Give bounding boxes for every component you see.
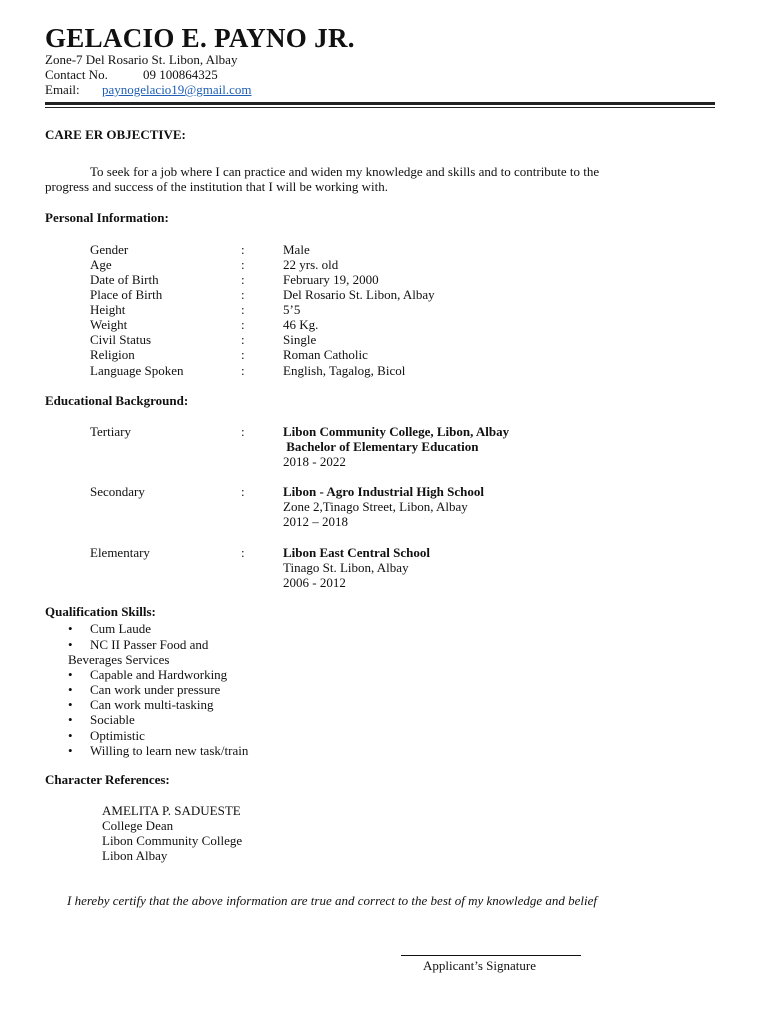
reference-institution: Libon Community College [102, 833, 243, 848]
skills-heading: Qualification Skills: [45, 604, 156, 619]
skill-text: Willing to learn new task/train [90, 743, 249, 758]
address: Zone-7 Del Rosario St. Libon, Albay [45, 52, 238, 67]
reference-address: Libon Albay [102, 848, 168, 863]
education-level: Tertiary [90, 424, 131, 439]
school-detail: Bachelor of Elementary Education [283, 439, 479, 454]
field-label: Date of Birth [90, 272, 159, 287]
bullet-icon: • [68, 667, 73, 682]
signature-line [401, 955, 581, 956]
bullet-icon: • [68, 728, 73, 743]
skill-text: Capable and Hardworking [90, 667, 228, 682]
field-label: Religion [90, 347, 135, 362]
field-value: Del Rosario St. Libon, Albay [283, 287, 435, 302]
objective-line-2: progress and success of the institution that I will be working with. [45, 179, 389, 194]
skill-text: NC II Passer Food and [90, 637, 209, 652]
field-colon: : [241, 332, 245, 347]
applicant-name: GELACIO E. PAYNO JR. [45, 23, 355, 53]
reference-name: AMELITA P. SADUESTE [102, 803, 241, 818]
personal-heading: Personal Information: [45, 210, 169, 225]
skill-text: Can work under pressure [90, 682, 221, 697]
skill-text: Optimistic [90, 728, 145, 743]
signature-label: Applicant’s Signature [423, 958, 537, 973]
field-value: Male [283, 242, 310, 257]
bullet-icon: • [68, 712, 73, 727]
field-colon: : [241, 317, 245, 332]
field-colon: : [241, 424, 245, 439]
school-years: 2006 - 2012 [283, 575, 346, 590]
field-label: Age [90, 257, 112, 272]
skill-text: Cum Laude [90, 621, 152, 636]
field-value: 5’5 [283, 302, 301, 317]
school-years: 2012 – 2018 [283, 514, 348, 529]
objective-line-1: To seek for a job where I can practice and widen my knowledge and skills and to contribute to the [90, 164, 600, 179]
email-label: Email: [45, 82, 80, 97]
field-colon: : [241, 363, 245, 378]
contact-label: Contact No. [45, 67, 108, 82]
school-detail: Zone 2,Tinago Street, Libon, Albay [283, 499, 468, 514]
field-colon: : [241, 347, 245, 362]
field-label: Height [90, 302, 126, 317]
skill-text: Sociable [90, 712, 135, 727]
field-value: 22 yrs. old [283, 257, 339, 272]
field-label: Weight [90, 317, 128, 332]
field-label: Language Spoken [90, 363, 184, 378]
field-value: Single [283, 332, 317, 347]
school-years: 2018 - 2022 [283, 454, 346, 469]
school-detail: Tinago St. Libon, Albay [283, 560, 409, 575]
skill-continuation: Beverages Services [68, 652, 170, 667]
bullet-icon: • [68, 743, 73, 758]
education-level: Elementary [90, 545, 150, 560]
field-colon: : [241, 302, 245, 317]
education-heading: Educational Background: [45, 393, 189, 408]
field-label: Gender [90, 242, 129, 257]
field-colon: : [241, 287, 245, 302]
field-colon: : [241, 257, 245, 272]
field-colon: : [241, 545, 245, 560]
school-name: Libon - Agro Industrial High School [283, 484, 484, 499]
field-value: Roman Catholic [283, 347, 368, 362]
bullet-icon: • [68, 697, 73, 712]
bullet-icon: • [68, 637, 73, 652]
header-divider-thick [45, 102, 715, 105]
field-colon: : [241, 484, 245, 499]
bullet-icon: • [68, 682, 73, 697]
skill-text: Can work multi-tasking [90, 697, 214, 712]
field-value: 46 Kg. [283, 317, 319, 332]
field-colon: : [241, 242, 245, 257]
reference-position: College Dean [102, 818, 174, 833]
bullet-icon: • [68, 621, 73, 636]
references-heading: Character References: [45, 772, 170, 787]
field-colon: : [241, 272, 245, 287]
contact-number: 09 100864325 [143, 67, 218, 82]
school-name: Libon Community College, Libon, Albay [283, 424, 510, 439]
field-value: February 19, 2000 [283, 272, 379, 287]
objective-heading: CARE ER OBJECTIVE: [45, 127, 186, 142]
certification-statement: I hereby certify that the above information are true and correct to the best of my knowledge and belief [67, 893, 597, 908]
email-link[interactable]: paynogelacio19@gmail.com [102, 82, 252, 97]
field-label: Civil Status [90, 332, 152, 347]
education-level: Secondary [90, 484, 145, 499]
field-value: English, Tagalog, Bicol [283, 363, 406, 378]
school-name: Libon East Central School [283, 545, 430, 560]
header-divider-thin [45, 107, 715, 108]
field-label: Place of Birth [90, 287, 163, 302]
